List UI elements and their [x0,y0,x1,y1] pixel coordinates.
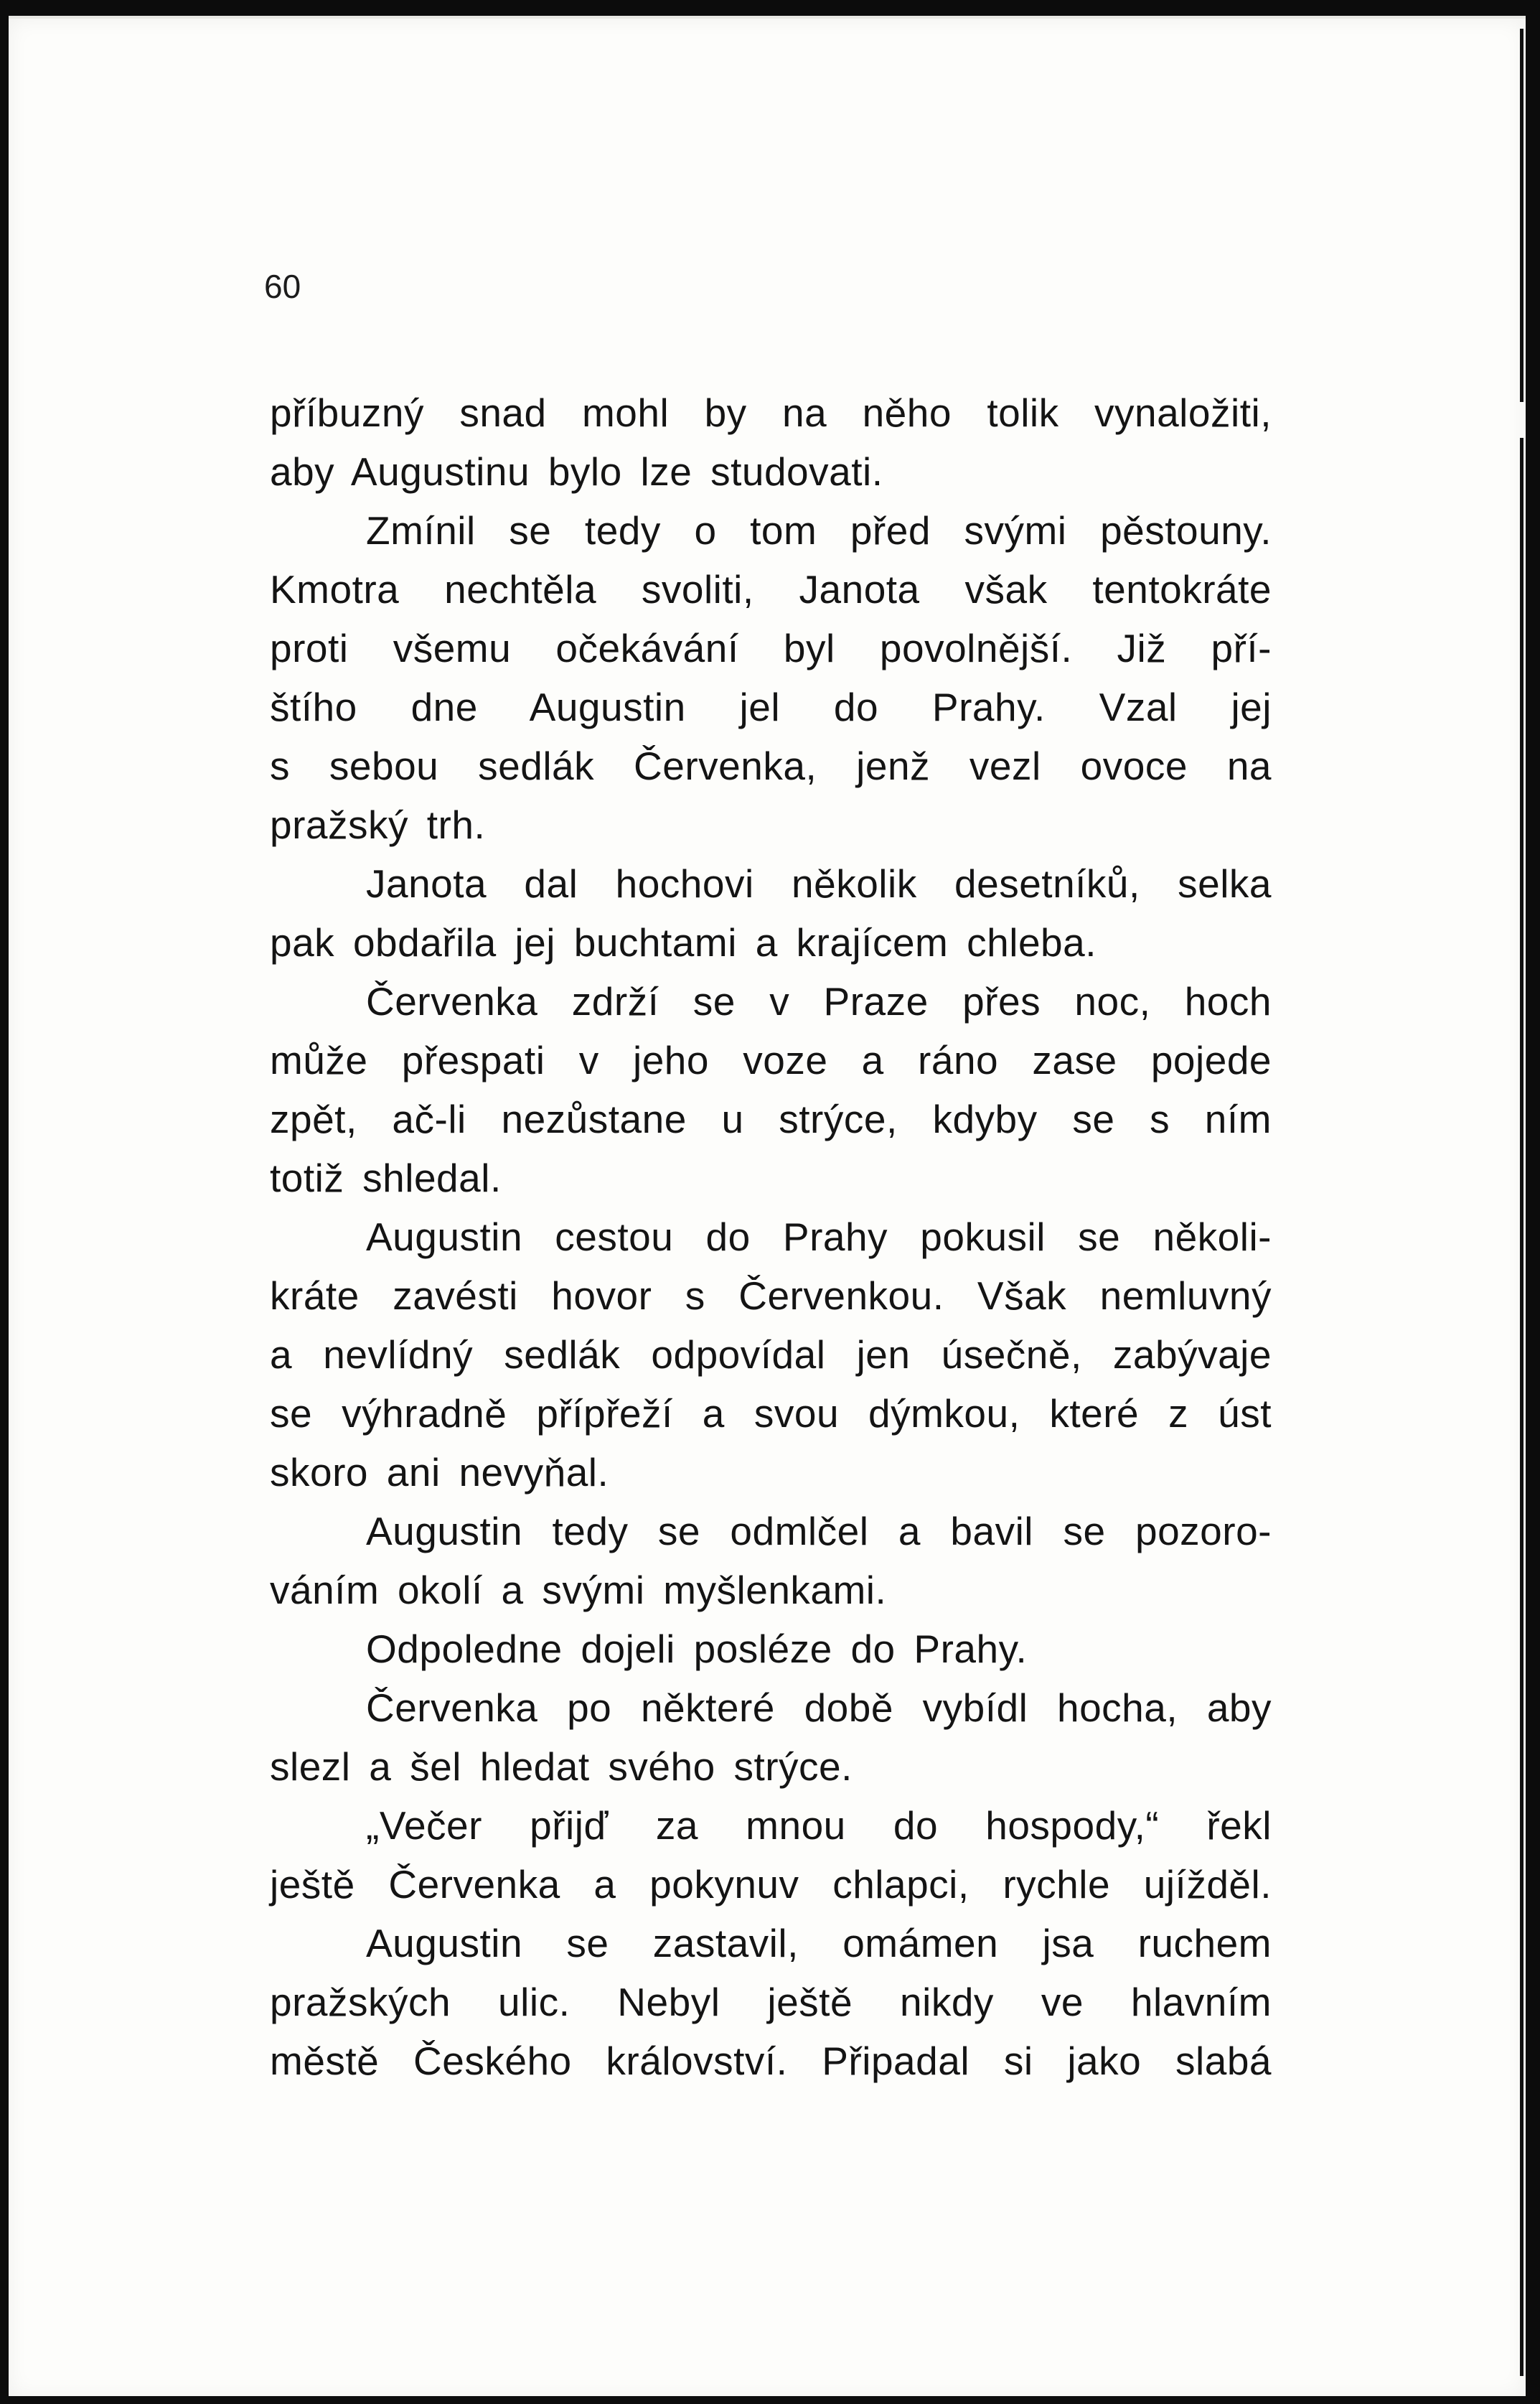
text-line: štího dne Augustin jel do Prahy. Vzal jej [270,685,1272,729]
text-line: proti všemu očekávání byl povolnější. Již pří- [270,626,1272,670]
page-number: 60 [264,268,301,305]
text-line: „Večer přijď za mnou do hospody,“ řekl [366,1803,1272,1848]
text-line: městě Českého království. Připadal si jako slabá [270,2039,1272,2083]
text-line: zpět, ač-li nezůstane u strýce, kdyby se s ním [270,1097,1272,1141]
body-text [270,383,1272,2090]
text-line: Červenka po některé době vybídl hocha, aby [366,1685,1272,1730]
text-line: Augustin se zastavil, omámen jsa ruchem [366,1921,1272,1965]
text-line: slezl a šel hledat svého strýce. [270,1744,853,1789]
text-line: Červenka zdrží se v Praze přes noc, hoch [366,979,1272,1024]
book-page [9,16,1526,2396]
scan-edge-rule [1520,29,1523,402]
text-line: aby Augustinu bylo lze studovati. [270,449,883,494]
text-line: a nevlídný sedlák odpovídal jen úsečně, zabývaje [270,1332,1272,1377]
text-line: pražských ulic. Nebyl ještě nikdy ve hlavním [270,1980,1272,2024]
text-line: váním okolí a svými myšlenkami. [270,1568,887,1612]
text-line: pak obdařila jej buchtami a krajícem chleba. [270,920,1097,965]
text-line: ještě Červenka a pokynuv chlapci, rychle ujížděl. [270,1862,1272,1907]
text-line: Kmotra nechtěla svoliti, Janota však tentokráte [270,567,1272,612]
text-line: Odpoledne dojeli posléze do Prahy. [366,1627,1028,1671]
text-line: totiž shledal. [270,1156,502,1200]
text-line: skoro ani nevyňal. [270,1450,609,1495]
text-line: příbuzný snad mohl by na něho tolik vynaložiti, [270,390,1272,435]
text-line: kráte zavésti hovor s Červenkou. Však nemluvný [270,1273,1272,1318]
scan-edge-rule [1520,438,1523,2376]
text-line: Zmínil se tedy o tom před svými pěstouny. [366,508,1272,553]
text-line: s sebou sedlák Červenka, jenž vezl ovoce na [270,744,1272,788]
text-line: Augustin cestou do Prahy pokusil se několi- [366,1215,1272,1259]
text-line: se výhradně přípřeží a svou dýmkou, které z úst [270,1391,1272,1436]
text-line: Janota dal hochovi několik desetníků, selka [366,861,1272,906]
text-line: Augustin tedy se odmlčel a bavil se pozoro- [366,1509,1272,1553]
text-line: může přespati v jeho voze a ráno zase pojede [270,1038,1272,1082]
text-line: pražský trh. [270,803,486,847]
